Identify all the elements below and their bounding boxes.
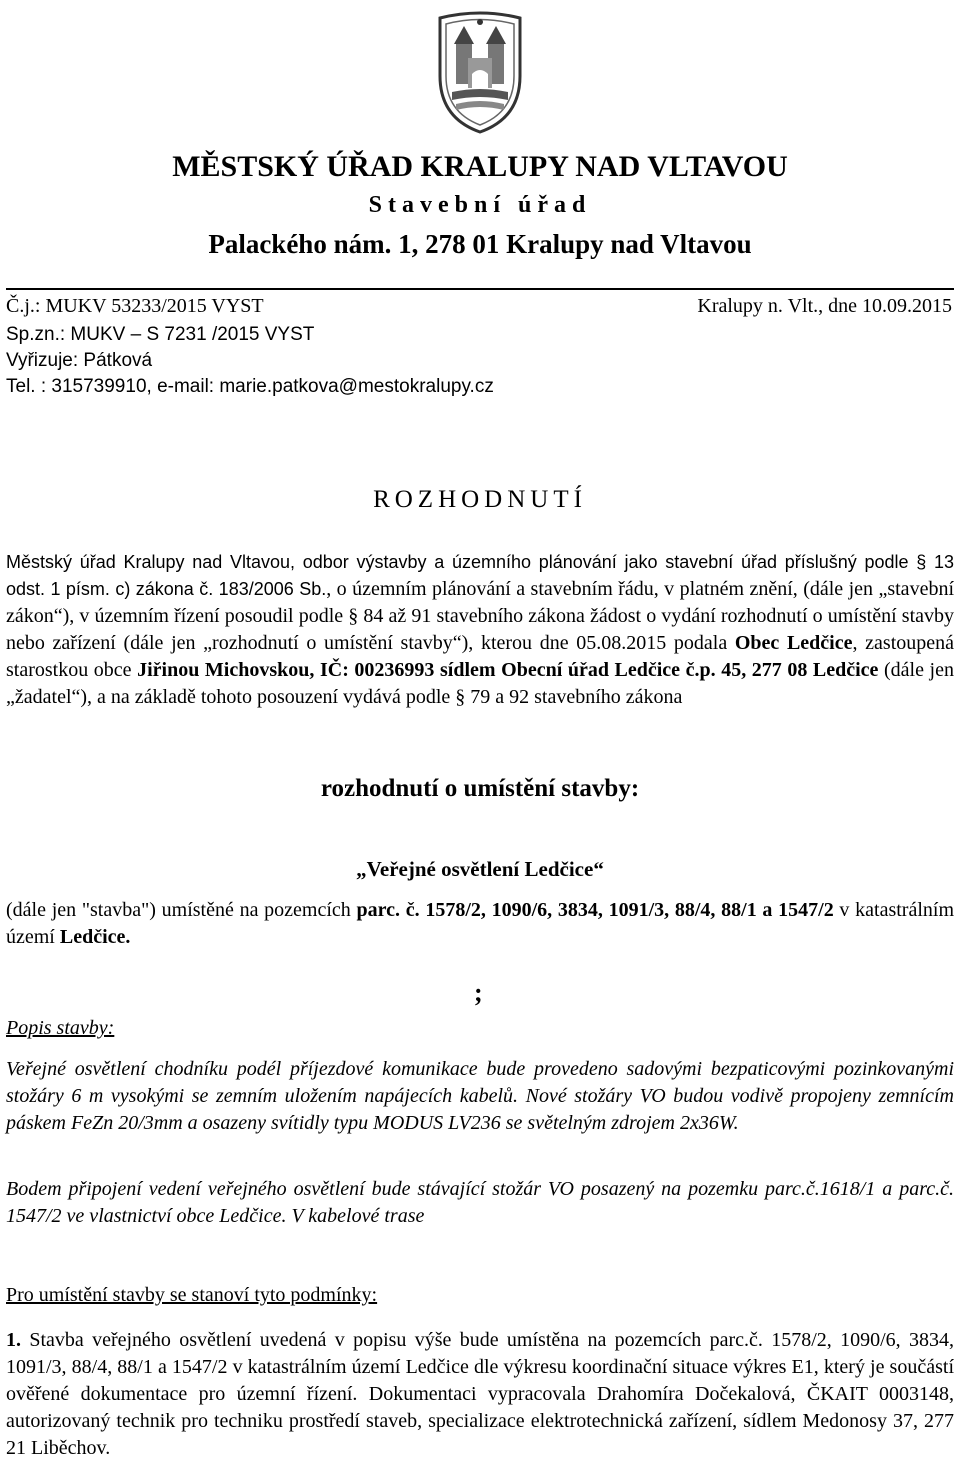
office-address: Palackého nám. 1, 278 01 Kralupy nad Vltavou — [208, 229, 752, 259]
decision-title: ROZHODNUTÍ — [373, 486, 587, 513]
file-number: Sp.zn.: MUKV – S 7231 /2015 VYST — [6, 324, 315, 345]
location-paragraph: (dále jen "stavba") umístěné na pozemcích parc. č. 1578/2, 1090/6, 3834, 1091/3, 88/4, 88/1 a 1547/2 v katastrálním území Ledčice. — [6, 899, 954, 948]
header-divider — [6, 288, 954, 290]
handled-by: Vyřizuje: Pátková — [6, 350, 153, 371]
condition-item-1: 1. Stavba veřejného osvětlení uvedená v popisu výše bude umístěna na pozemcích parc.č. 1578/2, 1090/6, 3834, 1091/3, 88/4, 88/1 a 1547/2 v katastrálním území Ledčice dle výkresu koordinační situace výkres E1, který je součástí ověřené dokumentace pro územní řízení. Dokumentaci vypracovala Drahomíra Dočekalová, ČKAIT 0003148, autorizovaný technik pro techniku prostředí staveb, specializace elektrotechnická zařízení, sídlem Medonosy 37, 277 21 Liběchov. — [6, 1329, 954, 1459]
semicolon-mark: ; — [474, 978, 483, 1007]
decision-subject: rozhodnutí o umístění stavby: — [320, 775, 640, 802]
office-name: MĚSTSKÝ ÚŘAD KRALUPY NAD VLTAVOU — [172, 150, 788, 183]
place-and-date: Kralupy n. Vlt., dne 10.09.2015 — [697, 295, 952, 317]
conditions-heading: Pro umístění stavby se stanoví tyto podmínky: — [6, 1284, 378, 1306]
reference-number: Č.j.: MUKV 53233/2015 VYST — [6, 295, 264, 317]
department-name: Stavební úřad — [368, 192, 592, 218]
description-paragraph-1: Veřejné osvětlení chodníku podél příjezdové komunikace bude provedeno sadovými bezpaticovými pozinkovanými stožáry 6 m vysokými se zemním uložením napájecích kabelů. Nové stožáry VO budou vodivě propojeny zemnícím páskem FeZn 20/3mm a osazeny svítidly typu MODUS LV236 se světelným zdrojem 2x36W. — [6, 1058, 954, 1134]
project-name: „Veřejné osvětlení Ledčice“ — [356, 857, 604, 881]
intro-paragraph: Městský úřad Kralupy nad Vltavou, odbor výstavby a územního plánování jako stavební úřad příslušný podle § 13 odst. 1 písm. c) zákona č. 183/2006 Sb., o územním plánování a stavebním řádu, v platném znění, (dále jen „stavební zákon“), v územním řízení posoudil podle § 84 až 91 stavebního zákona žádost o vydání rozhodnutí o umístění stavby nebo zařízení (dále jen „rozhodnutí o umístění stavby“), kterou dne 05.08.2015 podala Obec Ledčice, zastoupená starostkou obce Jiřinou Michovskou, IČ: 00236993 sídlem Obecní úřad Ledčice č.p. 45, 277 08 Ledčice (dále jen „žadatel“), a na základě tohoto posouzení vydává podle § 79 a 92 stavebního zákona — [6, 552, 955, 708]
description-heading: Popis stavby: — [6, 1017, 115, 1039]
contact-info: Tel. : 315739910, e-mail: marie.patkova@mestokralupy.cz — [6, 376, 494, 397]
city-coat-of-arms-icon — [430, 6, 530, 136]
description-paragraph-2: Bodem připojení vedení veřejného osvětlení bude stávající stožár VO posazený na pozemku parc.č.1618/1 a parc.č. 1547/2 ve vlastnictví obce Ledčice. V kabelové trase — [6, 1178, 954, 1227]
